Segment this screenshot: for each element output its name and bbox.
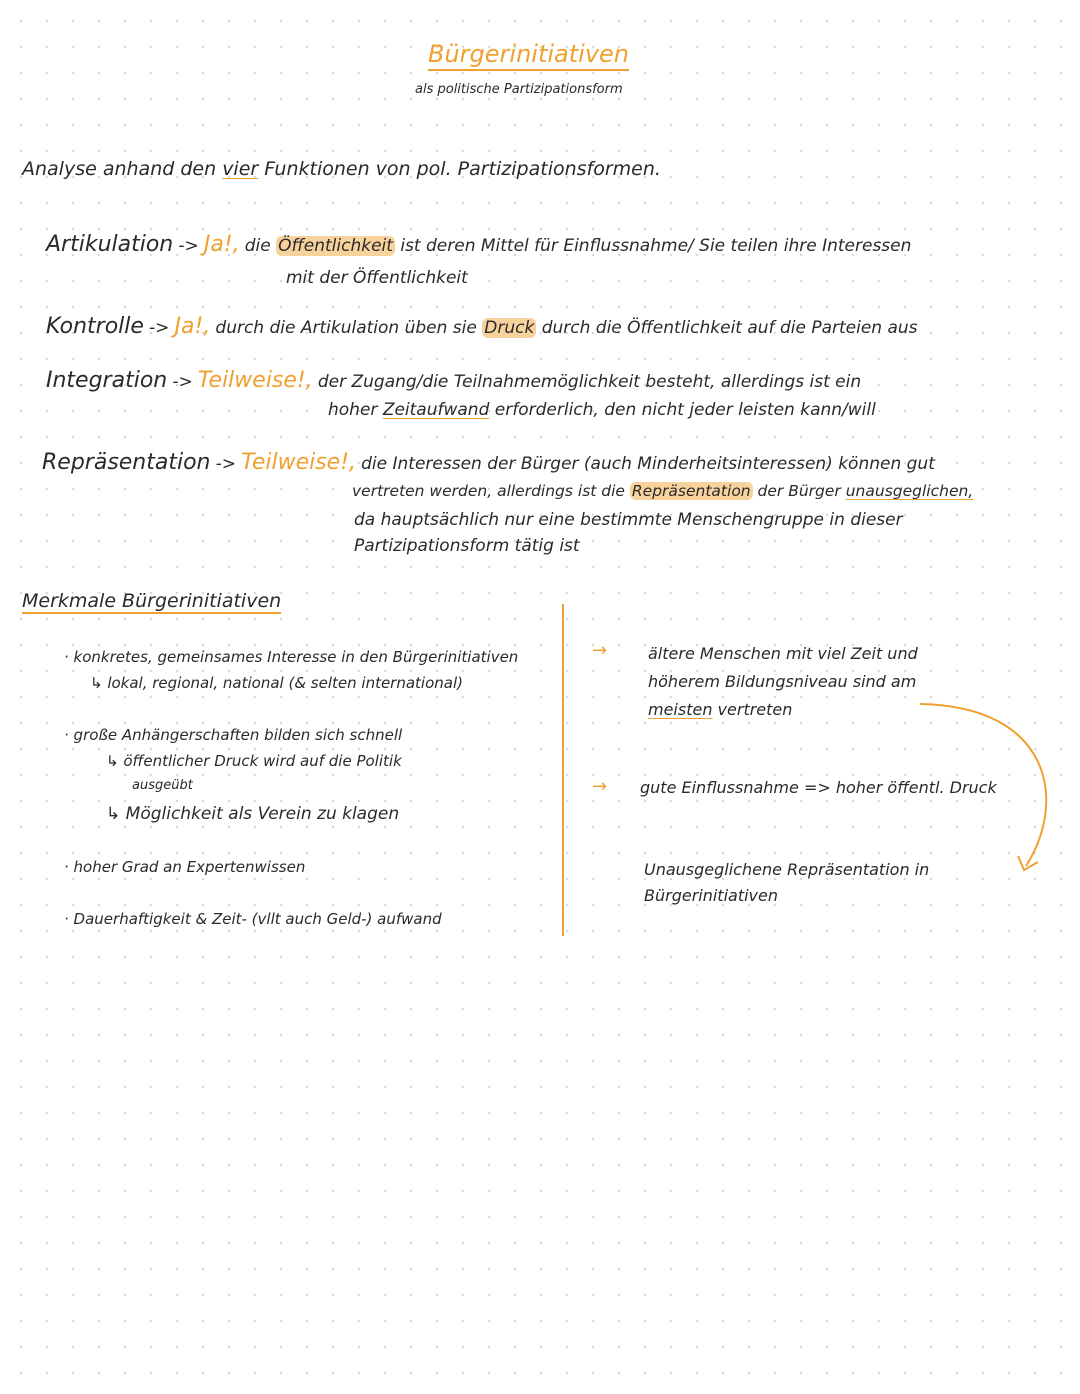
bullet-2-sub-1: ↳ öffentlicher Druck wird auf die Politik <box>106 752 402 770</box>
text-part: durch die Artikulation üben sie <box>215 318 483 338</box>
text-part: vertreten <box>712 700 793 719</box>
highlight: Druck <box>484 318 535 338</box>
arrow-icon: → <box>592 640 608 661</box>
function-artikulation <box>46 232 911 257</box>
highlight: Öffentlichkeit <box>278 236 393 256</box>
function-text-line2 <box>352 482 973 500</box>
bullet-2-sub-2: ↳ Möglichkeit als Verein zu klagen <box>106 804 400 824</box>
function-repraesentation <box>42 450 935 475</box>
intro-before: Analyse anhand den <box>22 158 223 180</box>
function-text-line2: mit der Öffentlichkeit <box>286 268 468 288</box>
bullet-1: · konkretes, gemeinsames Interesse in den Bürgerinitiativen <box>64 648 519 666</box>
underlined: Zeitaufwand <box>382 400 490 420</box>
function-kontrolle <box>46 314 918 339</box>
function-verdict: Ja!, <box>174 314 211 339</box>
right-note-1-line1: ältere Menschen mit viel Zeit und <box>648 644 918 663</box>
bullet-text: Dauerhaftigkeit & Zeit- (vllt auch Geld-) aufwand <box>73 910 442 928</box>
section-title: Merkmale Bürgerinitiativen <box>22 590 282 612</box>
function-arrow: -> <box>215 454 236 474</box>
right-note-3-line1: Unausgeglichene Repräsentation in <box>644 860 930 879</box>
bullet-2-sub-1b: ausgeübt <box>132 778 193 793</box>
intro-after: Funktionen von pol. Partizipationsformen. <box>258 158 661 180</box>
curved-arrow-icon <box>900 690 1070 890</box>
function-arrow: -> <box>172 372 193 392</box>
function-name: Artikulation <box>46 232 174 257</box>
bullet-3: · hoher Grad an Expertenwissen <box>64 858 306 876</box>
function-text <box>215 318 917 338</box>
function-arrow: -> <box>149 318 170 338</box>
text-part: ist deren Mittel für Einflussnahme/ Sie teilen ihre Interessen <box>394 236 912 256</box>
bullet-1-sub: ↳ lokal, regional, national (& selten international) <box>90 674 463 692</box>
text-part: der Bürger <box>752 482 846 500</box>
intro-underlined: vier <box>222 158 259 180</box>
text-part: hoher <box>328 400 383 420</box>
page-title: Bürgerinitiativen <box>428 40 629 71</box>
right-note-1-line2: höherem Bildungsniveau sind am <box>648 672 917 691</box>
function-text-line2 <box>328 400 876 420</box>
underlined: meisten <box>648 700 713 719</box>
function-verdict: Ja!, <box>203 232 240 257</box>
function-text <box>245 236 912 256</box>
function-name: Kontrolle <box>46 314 144 339</box>
bullet-4: · Dauerhaftigkeit & Zeit- (vllt auch Geld-) aufwand <box>64 910 442 928</box>
text-part: die <box>244 236 277 256</box>
function-verdict: Teilweise!, <box>241 450 357 475</box>
bullet-text: hoher Grad an Expertenwissen <box>73 858 306 876</box>
function-arrow: -> <box>178 236 199 256</box>
right-note-2: gute Einflussnahme => hoher öffentl. Druck <box>640 778 997 797</box>
bullet-2: · große Anhängerschaften bilden sich schnell <box>64 726 403 744</box>
column-divider <box>562 604 564 936</box>
function-text-line3: da hauptsächlich nur eine bestimmte Menschengruppe in dieser <box>354 510 903 530</box>
right-note-1-line3 <box>648 700 792 719</box>
text-part: erforderlich, den nicht jeder leisten kann/will <box>489 400 876 420</box>
arrow-icon: → <box>592 776 608 797</box>
function-name: Repräsentation <box>42 450 211 475</box>
text-part: durch die Öffentlichkeit auf die Parteien aus <box>536 318 918 338</box>
intro-line <box>22 158 661 180</box>
function-verdict: Teilweise!, <box>197 368 313 393</box>
underlined: unausgeglichen, <box>845 482 974 500</box>
bullet-text: konkretes, gemeinsames Interesse in den Bürgerinitiativen <box>73 648 519 666</box>
bullet-text: große Anhängerschaften bilden sich schnell <box>73 726 403 744</box>
function-text: der Zugang/die Teilnahmemöglichkeit besteht, allerdings ist ein <box>317 372 862 392</box>
text-part: vertreten werden, allerdings ist die <box>352 482 630 500</box>
function-integration <box>46 368 861 393</box>
function-text-line4: Partizipationsform tätig ist <box>354 536 580 556</box>
function-name: Integration <box>46 368 168 393</box>
highlight: Repräsentation <box>631 482 751 500</box>
right-note-3-line2: Bürgerinitiativen <box>644 886 778 905</box>
page-subtitle: als politische Partizipationsform <box>415 82 623 97</box>
function-text: die Interessen der Bürger (auch Minderheitsinteressen) können gut <box>361 454 935 474</box>
